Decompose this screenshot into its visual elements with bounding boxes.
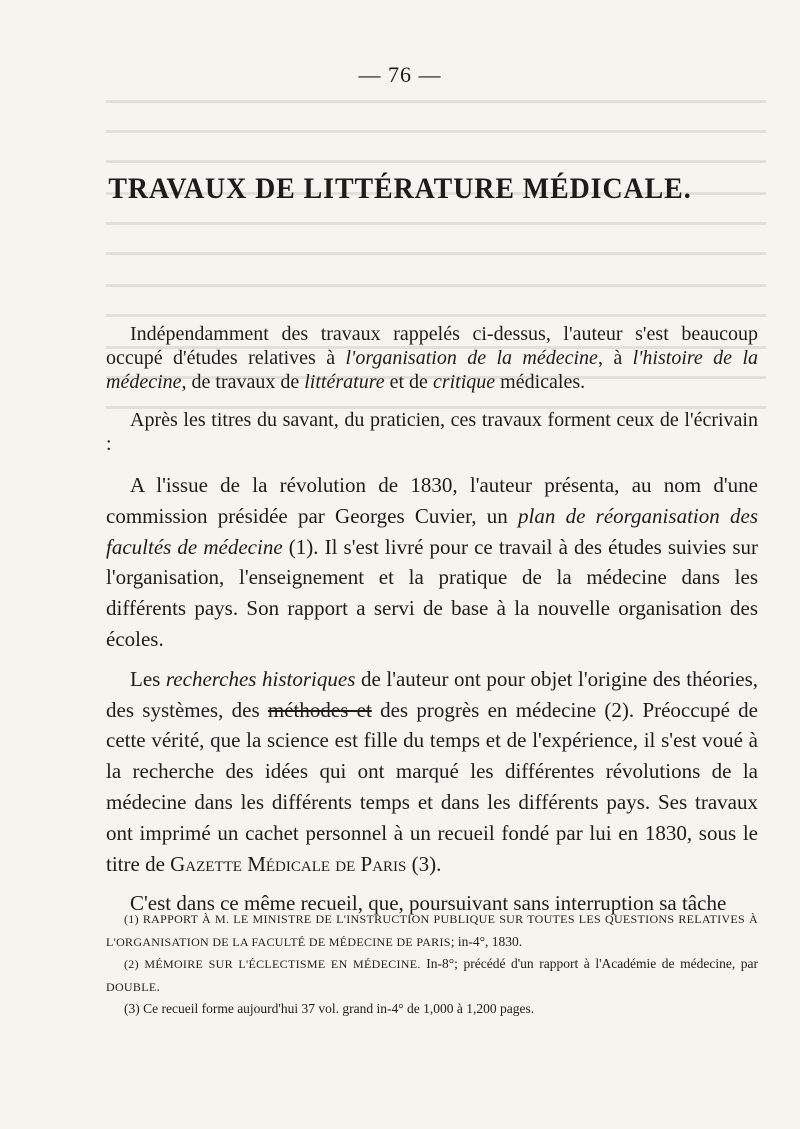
footnote-2 xyxy=(106,953,758,998)
text-run: (3). xyxy=(406,851,442,876)
italic-run: recherches historiques xyxy=(165,666,356,691)
body-text xyxy=(106,322,758,928)
footnote-caps-run: DOUBLE xyxy=(106,979,157,994)
text-run: des progrès en médecine (2). Préoccupé de cette vérité, que la science est fille du temps et de l'expérience, il s'est voué à la recherche des idées qui ont marqué les différentes révolutions de la médecine dans les différents temps et dans les différents pays. Ses travaux ont imprimé un cachet personnel à un recueil fondé par lui en 1830, sous le titre de xyxy=(106,697,758,876)
footnote-3: (3) Ce recueil forme aujourd'hui 37 vol. grand in-4° de 1,000 à 1,200 pages. xyxy=(124,1001,535,1016)
section-title: TRAVAUX DE LITTÉRATURE MÉDICALE. xyxy=(108,172,692,205)
text-run: médicales. xyxy=(495,371,586,393)
text-run: (1). Il s'est livré pour ce travail à des études suivies sur l'organisation, l'enseignement et la pratique de la médecine dans les différents pays. Son rapport a servi de base à la nouvelle organisation des écoles. xyxy=(106,534,758,651)
footnote-caps-run: (1) RAPPORT À M. LE MINISTRE DE L'INSTRUCTION PUBLIQUE SUR TOUTES LES QUESTIONS RELATIVES À L'ORGANISATION DE LA FACULTÉ DE MÉDECINE DE PARIS xyxy=(106,912,758,949)
footnote-caps-run: (2) MÉMOIRE SUR L'ÉCLECTISME EN MÉDECINE. xyxy=(124,957,421,971)
text-run: de l'auteur ont pour objet l'origine des théories, des systèmes, des xyxy=(106,666,759,722)
text-run: , à xyxy=(597,347,633,369)
paragraph-5: C'est dans ce même recueil, que, poursuivant sans interruption sa tâche xyxy=(130,891,727,916)
struck-run: méthodes et xyxy=(267,697,372,722)
italic-run: l'organisation de la médecine xyxy=(345,347,598,369)
text-run: Indépendamment des travaux rappelés ci-dessus, l'auteur s'est beaucoup occupé d'études relatives à xyxy=(106,323,758,369)
text-run: et de xyxy=(384,371,433,393)
footnotes xyxy=(106,908,758,1021)
italic-run: littérature xyxy=(304,371,385,393)
text-run: ; in-4°, 1830. xyxy=(450,933,523,949)
text-run: . xyxy=(156,978,160,994)
paragraph-1 xyxy=(106,322,758,394)
footnote-1 xyxy=(106,908,758,953)
text-run: , de travaux de xyxy=(181,371,305,393)
small-caps-run: Gazette Médicale de Paris xyxy=(170,851,407,876)
text-run: In-8°; précédé d'un rapport à l'Académie de médecine, par xyxy=(420,956,758,971)
italic-run: plan de réorganisation des facultés de médecine xyxy=(106,503,758,559)
italic-run: critique xyxy=(432,371,496,393)
text-run: Les xyxy=(130,666,166,691)
italic-run: l'histoire de la médecine xyxy=(106,347,759,393)
text-run: A l'issue de la révolution de 1830, l'auteur présenta, au nom d'une commission présidée par Georges Cuvier, un xyxy=(106,473,758,528)
paragraph-3 xyxy=(106,470,758,655)
paragraph-4 xyxy=(106,664,758,880)
page-number: — 76 — xyxy=(358,62,442,87)
paragraph-2: Après les titres du savant, du praticien, ces travaux forment ceux de l'écrivain : xyxy=(106,409,758,455)
